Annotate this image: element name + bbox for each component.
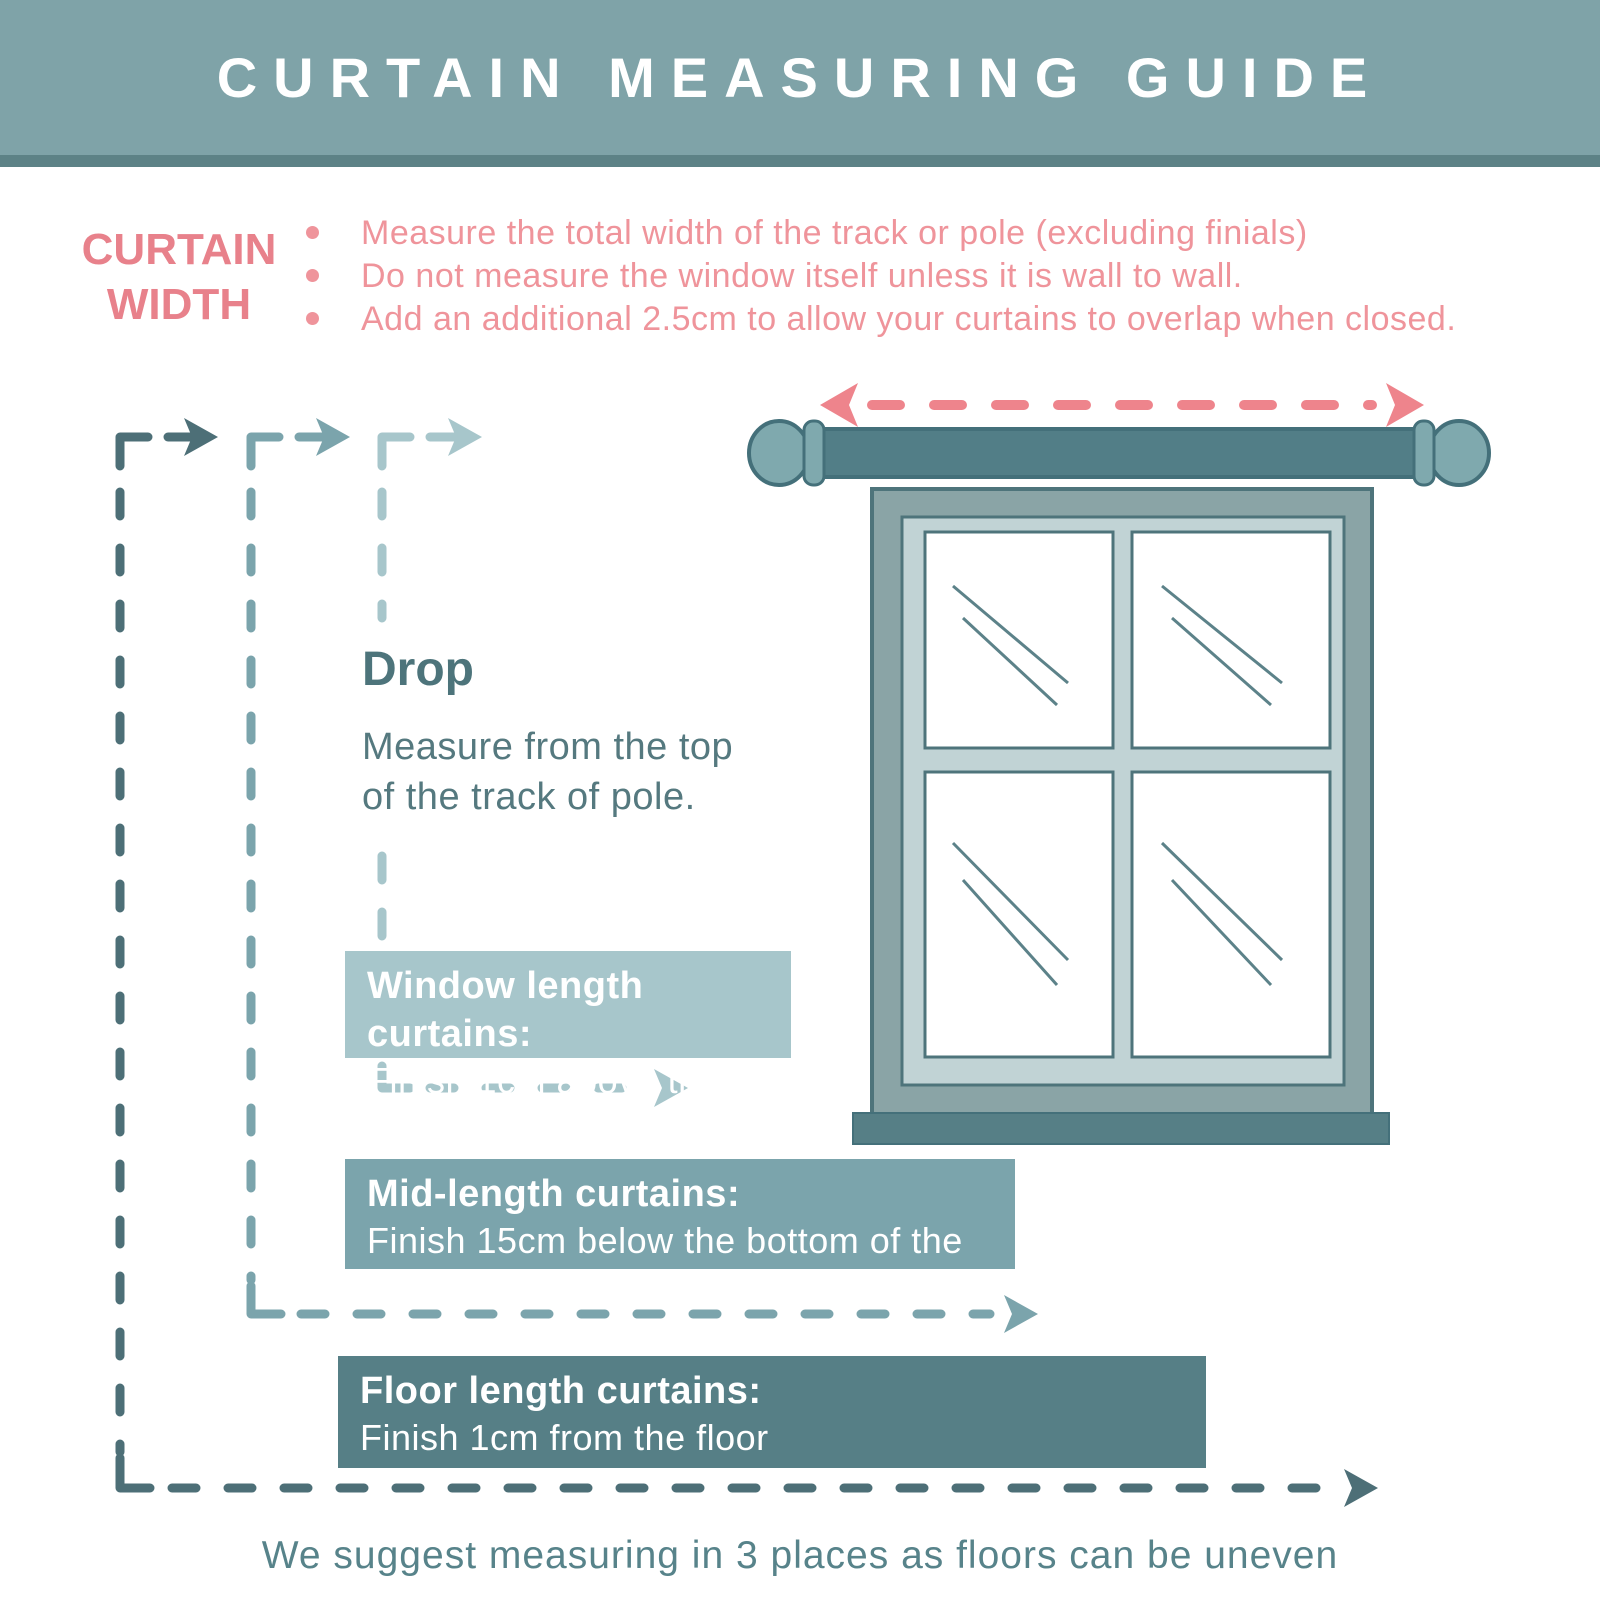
pole-bar: [820, 429, 1418, 477]
pole-finial-right: [1429, 421, 1489, 485]
floor-length-title: Floor length curtains:: [360, 1370, 762, 1412]
window-pane-top-right: [1132, 532, 1330, 748]
window-illustration: [853, 489, 1389, 1144]
pole-ring-left: [804, 421, 824, 485]
curtain-pole: [749, 421, 1489, 485]
bullet-text: Measure the total width of the track or pole (excluding finials): [361, 214, 1308, 252]
width-arrowhead-left-icon: [820, 383, 858, 427]
curtain-width-arrow: [820, 383, 1424, 427]
pane-glass: [1132, 772, 1330, 1057]
guide-corner: [120, 1458, 150, 1488]
curtain-width-heading-line1: CURTAIN: [81, 225, 277, 274]
page-title: CURTAIN MEASURING GUIDE: [216, 46, 1384, 109]
guide-corner: [251, 1286, 281, 1314]
mid-length-box: [345, 1159, 1015, 1307]
drop-heading: Drop: [362, 643, 474, 696]
curtain-width-heading-line2: WIDTH: [106, 280, 252, 329]
guide-arrowhead-icon: [1344, 1469, 1378, 1507]
drop-description: [362, 722, 733, 822]
bullet-text: Add an additional 2.5cm to allow your curtains to overlap when closed.: [361, 300, 1457, 338]
pole-finial-left: [749, 421, 809, 485]
window-length-subtitle: Finish 1cm above the sill: [367, 1060, 774, 1101]
width-arrowhead-right-icon: [1386, 383, 1424, 427]
floor-length-box: [338, 1356, 1206, 1468]
pole-ring-right: [1414, 421, 1434, 485]
guide-corner: [251, 437, 279, 466]
window-length-title: Window length curtains:: [367, 965, 644, 1055]
floor-length-subtitle: Finish 1cm from the floor: [360, 1417, 769, 1458]
drop-description-line2: of the track of pole.: [362, 776, 696, 818]
window-sill: [853, 1113, 1389, 1144]
drop-description-line1: Measure from the top: [362, 726, 734, 768]
bullet-text: Do not measure the window itself unless it is wall to wall.: [361, 257, 1243, 295]
mid-length-subtitle: Finish 15cm below the bottom of the sill: [367, 1220, 963, 1307]
pane-glass: [925, 772, 1113, 1057]
guide-corner: [382, 437, 410, 466]
window-pane-top-left: [925, 532, 1113, 748]
window-length-box: [345, 951, 791, 1101]
mid-length-title: Mid-length curtains:: [367, 1173, 741, 1215]
window-pane-bottom-right: [1132, 772, 1330, 1057]
window-pane-bottom-left: [925, 772, 1113, 1057]
guide-corner: [120, 437, 148, 466]
footer-note: We suggest measuring in 3 places as floors can be uneven: [261, 1534, 1339, 1577]
